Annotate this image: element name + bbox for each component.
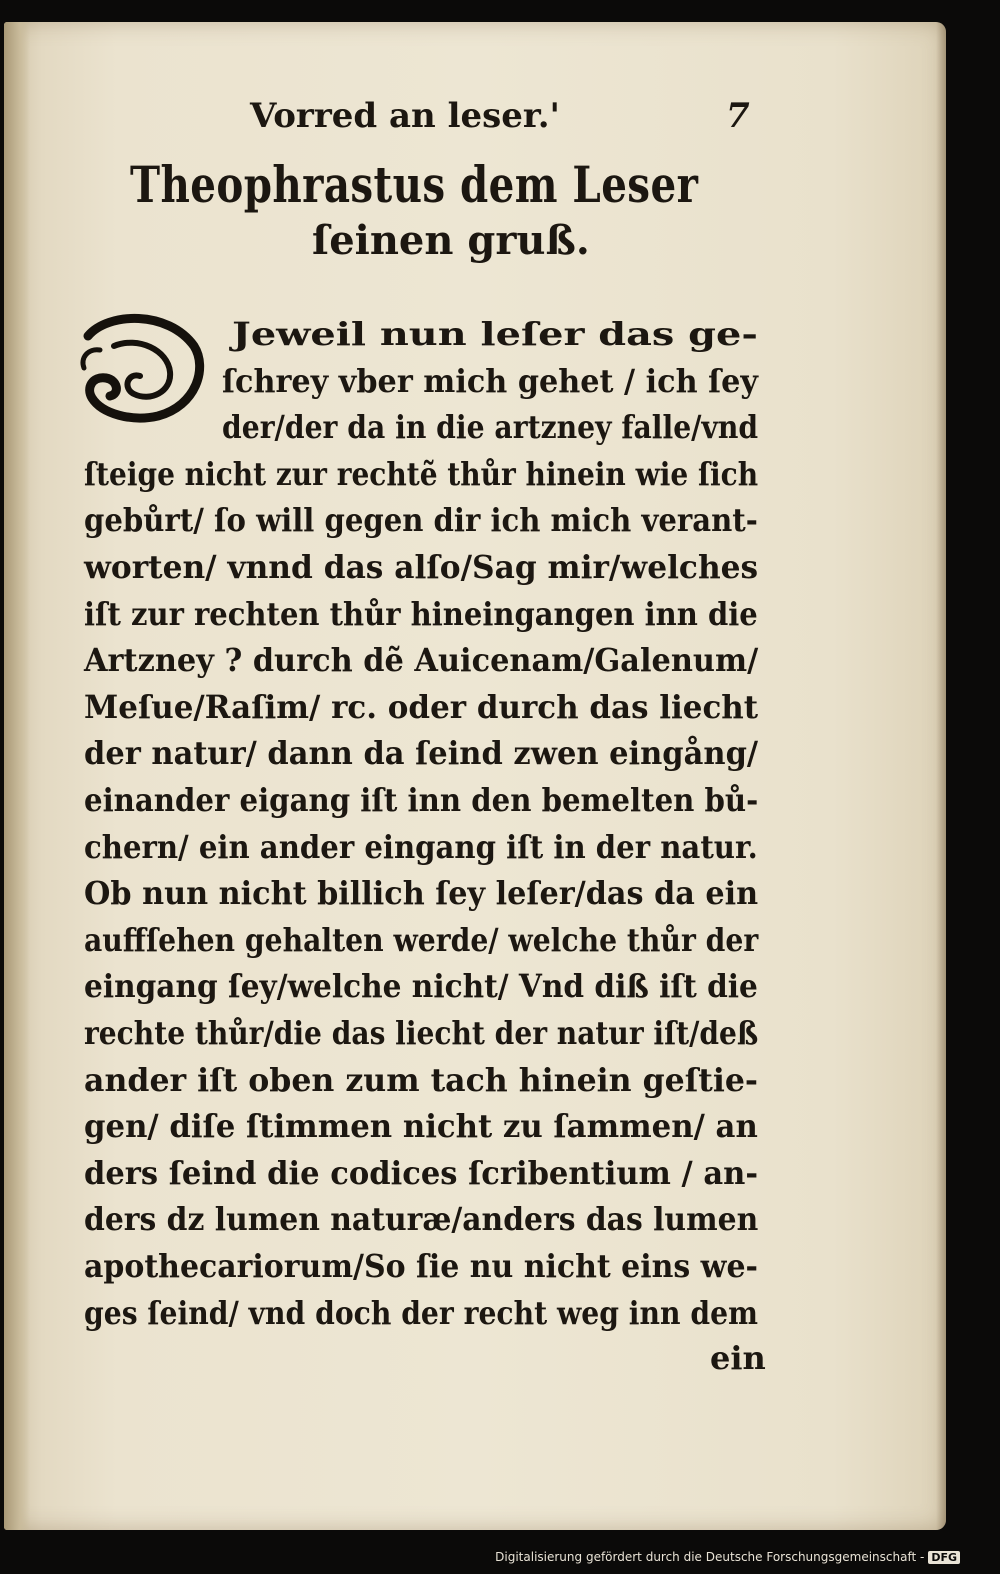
running-head: Vorred an leser.' xyxy=(250,96,560,136)
text-line: der/der da in die artzney falle/vnd xyxy=(222,408,759,447)
page-edge-shadow xyxy=(936,22,946,1530)
text-line: iſt zur rechten thůr hineingangen inn die xyxy=(84,594,758,633)
text-line: auffſehen gehalten werde/ welche thůr der xyxy=(84,920,759,959)
decorated-initial xyxy=(78,306,206,424)
chapter-title: Theophrastus dem Leser xyxy=(130,155,699,214)
text-line: Meſue/Raſim/ rc. oder durch das liecht xyxy=(84,687,759,726)
page-number: 7 xyxy=(726,96,750,136)
text-line: eingang ſey/welche nicht/ Vnd diß iſt die xyxy=(84,967,758,1006)
chapter-subtitle: ſeinen gruß. xyxy=(312,217,590,264)
text-line: ders ſeind die codices ſcribentium / an- xyxy=(84,1153,759,1192)
text-line: chern/ ein ander eingang iſt in der natur. xyxy=(84,827,758,866)
page-gutter-shadow xyxy=(4,22,30,1530)
text-line: worten/ vnnd das alſo/Sag mir/welches xyxy=(84,548,759,586)
text-line: ander iſt oben zum tach hinein geſtie- xyxy=(84,1060,759,1099)
text-line: Artzney ? durch dẽ Auicenam/Galenum/ xyxy=(84,641,759,680)
text-line: der natur/ dann da ſeind zwen eingång/ xyxy=(84,734,759,773)
initial-flourish-icon xyxy=(78,306,206,424)
text-line: ders dz lumen naturæ/anders das lumen xyxy=(84,1200,759,1239)
text-line: gebůrt/ ſo will gegen dir ich mich verant- xyxy=(84,501,758,540)
text-line: Ob nun nicht billich ſey leſer/das da ein xyxy=(84,874,759,913)
text-line: Jeweil nun leſer das ge- xyxy=(232,315,758,353)
text-line: rechte thůr/die das liecht der natur iſt/deß xyxy=(84,1014,759,1052)
text-line: ges ſeind/ vnd doch der recht weg inn dem xyxy=(84,1293,758,1332)
text-line: gen/ diſe ſtimmen nicht zu ſammen/ an xyxy=(84,1107,758,1146)
text-line: apothecariorum/So ſie nu nicht eins we- xyxy=(84,1247,758,1285)
text-line: ſteige nicht zur rechtẽ thůr hinein wie ſich xyxy=(84,454,759,493)
dfg-logo: DFG xyxy=(928,1551,960,1564)
text-line: ſchrey vber mich gehet / ich ſey xyxy=(222,361,758,400)
catchword: ein xyxy=(710,1339,766,1377)
text-line: einander eigang iſt inn den bemelten bů- xyxy=(84,781,759,819)
digitization-credit xyxy=(495,1550,960,1564)
credit-text: Digitalisierung gefördert durch die Deutsche Forschungsgemeinschaft - xyxy=(495,1550,925,1564)
